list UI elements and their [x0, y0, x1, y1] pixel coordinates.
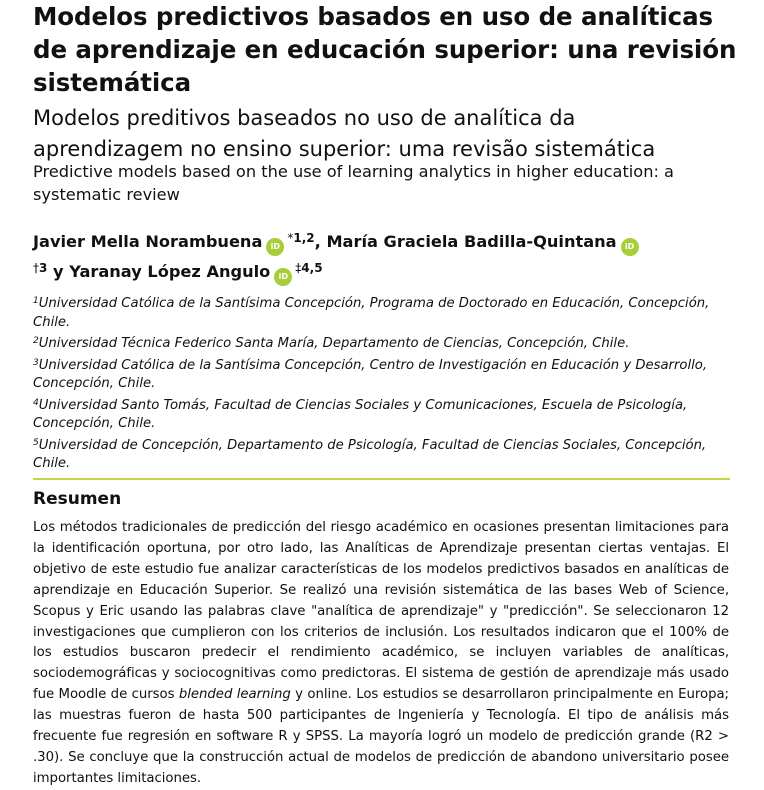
abstract-body: Los métodos tradicionales de predicción del riesgo académico en ocasiones presentan limitaciones para la identificación oportuna, por otro lado, las Analíticas de Aprendizaje presentan ciertas ventajas. El objetivo de este estudio fue analizar características de los modelos predictivos basados en analíticas de aprendizaje en Educación Superior. Se realizó una revisión sistemática de las bases Web of Science, Scopus y Eric usando las palabras clave "analítica de aprendizaje" y "predicción". Se seleccionaron 12 investigaciones que cumplieron con los criterios de inclusión. Los resultados indicaron que el 100% de los estudios buscaron predecir el rendimiento académico, se incluyen variables de analíticas, sociodemográficas y sociocognitivas como predictoras. El sistema de gestión de aprendizaje más usado fue Moodle de cursos blended learning y online. Los estudios se desarrollaron principalmente en Europa; las muestras fueron de hasta 500 participantes de Ingeniería y Tecnología. El tipo de análisis más frecuente fue regresión en software R y SPSS. La mayoría logró un modelo de predicción grande (R2 > .30). Se concluye que la construcción actual de modelos de predicción de abandono universitario posee importantes limitaciones.: [33, 520, 729, 786]
orcid-icon[interactable]: iD: [266, 238, 284, 256]
affiliation: $^5$Universidad de Concepción, Departamento de Psicología, Facultad de Ciencias Sociales, Concepción, Chile.: [33, 437, 707, 471]
author-mark: ‡4,5: [295, 261, 323, 275]
affiliation: $^3$Universidad Católica de la Santísima Concepción, Centro de Investigación en Educación y Desarrollo, Concepción, Chile.: [33, 357, 708, 391]
title-portuguese: Modelos preditivos baseados no uso de analítica da aprendizagem no ensino superior: uma revisão sistemática: [33, 106, 656, 161]
author-mark: †3: [33, 261, 48, 275]
orcid-icon[interactable]: iD: [274, 268, 292, 286]
title-spanish: Modelos predictivos basados en uso de analíticas de aprendizaje en educación superior: una revisión sistemática: [33, 2, 737, 97]
affiliation-list: [33, 292, 733, 474]
author-name: Yaranay López Angulo: [69, 262, 271, 281]
abstract-italic-term: blended learning: [178, 687, 291, 703]
section-divider: [33, 478, 730, 480]
author-list: [33, 226, 733, 286]
affiliation: $^2$Universidad Técnica Federico Santa María, Departamento de Ciencias, Concepción, Chile.: [33, 336, 630, 351]
author-separator: ,: [314, 232, 321, 251]
author-name: Javier Mella Norambuena: [33, 232, 263, 251]
abstract-heading: Resumen: [33, 489, 122, 509]
orcid-icon[interactable]: iD: [621, 238, 639, 256]
affiliation: $^4$Universidad Santo Tomás, Facultad de Ciencias Sociales y Comunicaciones, Escuela de Psicología, Concepción, Chile.: [33, 397, 688, 431]
affiliation: $^1$Universidad Católica de la Santísima Concepción, Programa de Doctorado en Educación, Concepción, Chile.: [33, 296, 710, 330]
author-mark: *1,2: [287, 231, 315, 245]
author-name: María Graciela Badilla-Quintana: [326, 232, 617, 251]
author-separator: y: [53, 262, 64, 281]
title-english: Predictive models based on the use of learning analytics in higher education: a systematic review: [33, 162, 674, 204]
